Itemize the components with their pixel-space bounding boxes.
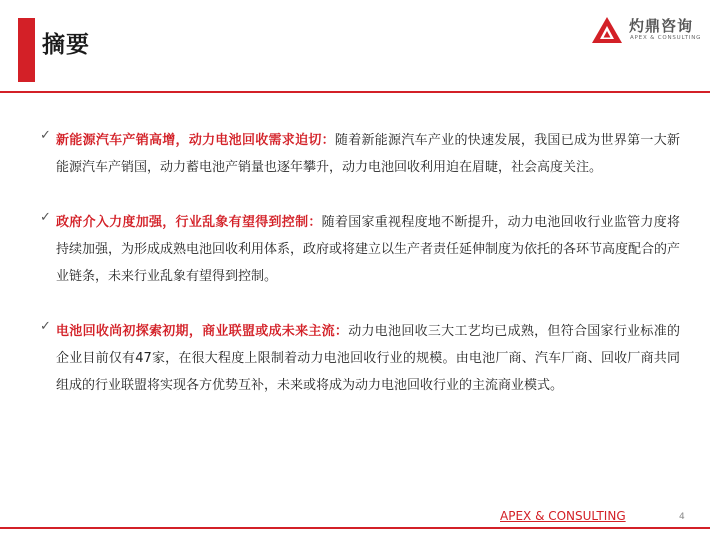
footer-divider (0, 527, 710, 529)
bullet-text (56, 318, 680, 399)
bullet-heading: 电池回收尚初探索初期，商业联盟或成未来主流： (56, 324, 349, 339)
bullet-item (40, 127, 680, 181)
logo-name-cn: 灼鼎咨询 (629, 17, 694, 35)
summary-bullets (40, 127, 680, 427)
bullet-body: 随着新能源汽车产业的快速发展，我国已成为世界第一大新能源汽车产销国，动力蓄电池产销量也逐年攀升，动力电池回收利用迫在眉睫，社会高度关注。 (56, 133, 680, 175)
bullet-text (56, 127, 680, 181)
triangle-mountain-logo-icon (591, 16, 623, 44)
bullet-text (56, 209, 680, 290)
checkmark-icon: ✓ (40, 128, 51, 143)
logo-name-en: APEX & CONSULTING (630, 35, 702, 41)
bullet-heading: 政府介入力度加强，行业乱象有望得到控制： (56, 215, 322, 230)
checkmark-icon: ✓ (40, 210, 51, 225)
bullet-item (40, 318, 680, 399)
page-title: 摘要 (42, 32, 90, 58)
page-number: 4 (679, 512, 685, 522)
checkmark-icon: ✓ (40, 319, 51, 334)
header-divider (0, 91, 710, 93)
company-logo (591, 14, 703, 46)
bullet-item (40, 209, 680, 290)
footer-brand-link[interactable]: APEX & CONSULTING (500, 509, 626, 523)
title-accent-bar (18, 18, 35, 82)
bullet-heading: 新能源汽车产销高增，动力电池回收需求迫切： (56, 133, 335, 148)
bullet-body: 随着国家重视程度地不断提升，动力电池回收行业监管力度将持续加强，为形成成熟电池回收利用体系，政府或将建立以生产者责任延伸制度为依托的各环节高度配合的产业链条，未来行业乱象有望得到控制。 (56, 215, 681, 284)
bullet-body: 动力电池回收三大工艺均已成熟，但符合国家行业标准的企业目前仅有47家，在很大程度上限制着动力电池回收行业的规模。由电池厂商、汽车厂商、回收厂商共同组成的行业联盟将实现各方优势互补，未来或将成为动力电池回收行业的主流商业模式。 (56, 324, 680, 393)
